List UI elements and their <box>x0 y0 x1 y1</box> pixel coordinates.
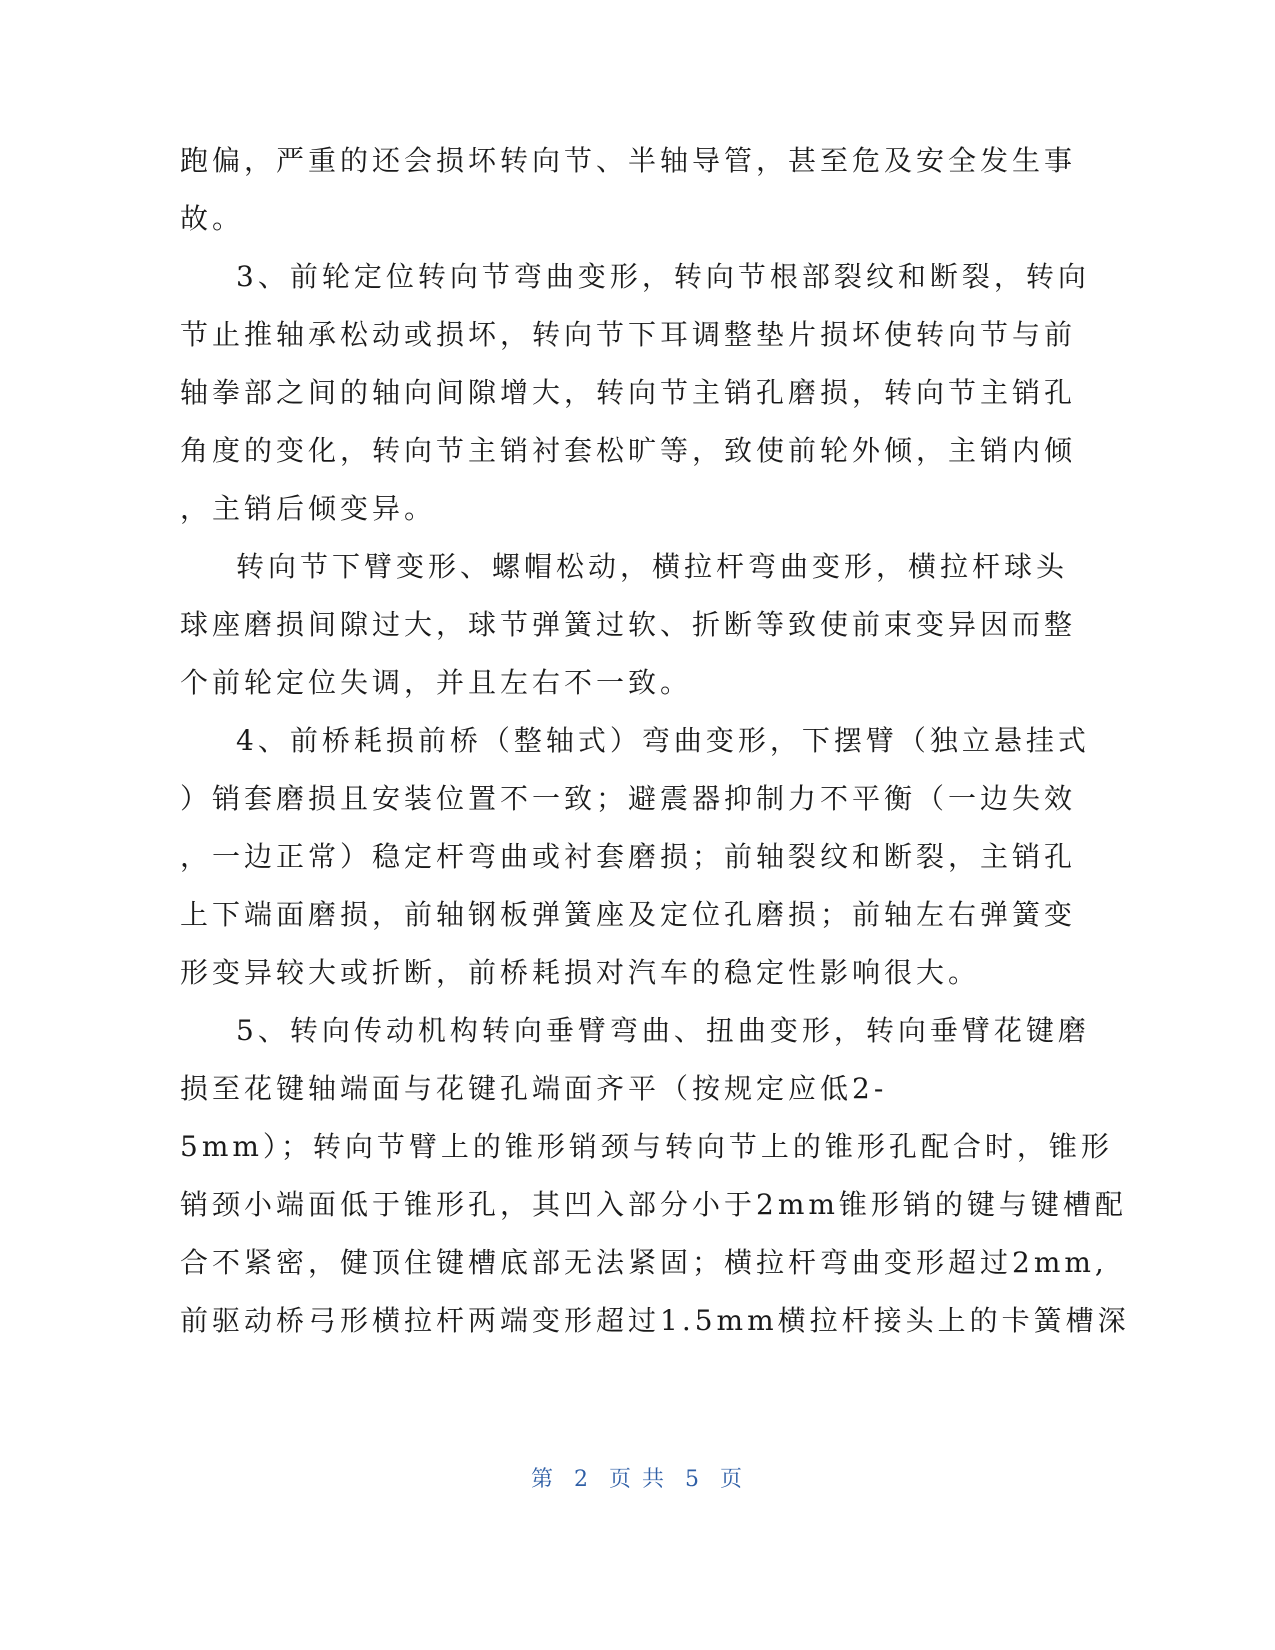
text-line: 角度的变化，转向节主销衬套松旷等，致使前轮外倾，主销内倾 <box>180 434 1077 467</box>
text-line: 球座磨损间隙过大，球节弹簧过软、折断等致使前束变异因而整 <box>180 608 1077 641</box>
paragraph-5-start: 5、转向传动机构转向垂臂弯曲、扭曲变形，转向垂臂花键磨 <box>236 1014 1090 1047</box>
paragraph-3-start: 3、前轮定位转向节弯曲变形，转向节根部裂纹和断裂，转向 <box>236 260 1090 293</box>
text-line: 节止推轴承松动或损坏，转向节下耳调整垫片损坏使转向节与前 <box>180 318 1077 351</box>
text-line: 合不紧密，健顶住键槽底部无法紧固；横拉杆弯曲变形超过2mm, <box>180 1246 1108 1279</box>
text-line: 轴拳部之间的轴向间隙增大，转向节主销孔磨损，转向节主销孔 <box>180 376 1077 409</box>
text-line: 故。 <box>180 202 245 235</box>
footer-prefix: 第 <box>530 1467 555 1492</box>
footer-middle: 页 共 <box>609 1467 666 1492</box>
text-line: ）销套磨损且安装位置不一致；避震器抑制力不平衡（一边失效 <box>180 782 1077 815</box>
footer-suffix: 页 <box>720 1467 745 1492</box>
text-line: 5mm）；转向节臂上的锥形销颈与转向节上的锥形孔配合时，锥形 <box>180 1130 1113 1163</box>
text-line: ，主销后倾变异。 <box>180 492 437 525</box>
paragraph-start: 转向节下臂变形、螺帽松动，横拉杆弯曲变形，横拉杆球头 <box>236 550 1069 583</box>
text-line: 个前轮定位失调，并且左右不一致。 <box>180 666 693 699</box>
current-page-number: 2 <box>574 1467 590 1492</box>
text-line: 损至花键轴端面与花键孔端面齐平（按规定应低2- <box>180 1072 888 1105</box>
text-line: 形变异较大或折断，前桥耗损对汽车的稳定性影响很大。 <box>180 956 981 989</box>
total-pages-number: 5 <box>685 1467 701 1492</box>
text-line: 销颈小端面低于锥形孔，其凹入部分小于2mm锥形销的键与键槽配 <box>180 1188 1127 1221</box>
page-footer <box>0 1465 1275 1495</box>
text-line: 跑偏，严重的还会损坏转向节、半轴导管，甚至危及安全发生事 <box>180 144 1077 177</box>
paragraph-4-start: 4、前桥耗损前桥（整轴式）弯曲变形，下摆臂（独立悬挂式 <box>236 724 1090 757</box>
text-line: ，一边正常）稳定杆弯曲或衬套磨损；前轴裂纹和断裂，主销孔 <box>180 840 1077 873</box>
text-line: 上下端面磨损，前轴钢板弹簧座及定位孔磨损；前轴左右弹簧变 <box>180 898 1077 931</box>
text-line: 前驱动桥弓形横拉杆两端变形超过1.5mm横拉杆接头上的卡簧槽深 <box>180 1304 1130 1337</box>
